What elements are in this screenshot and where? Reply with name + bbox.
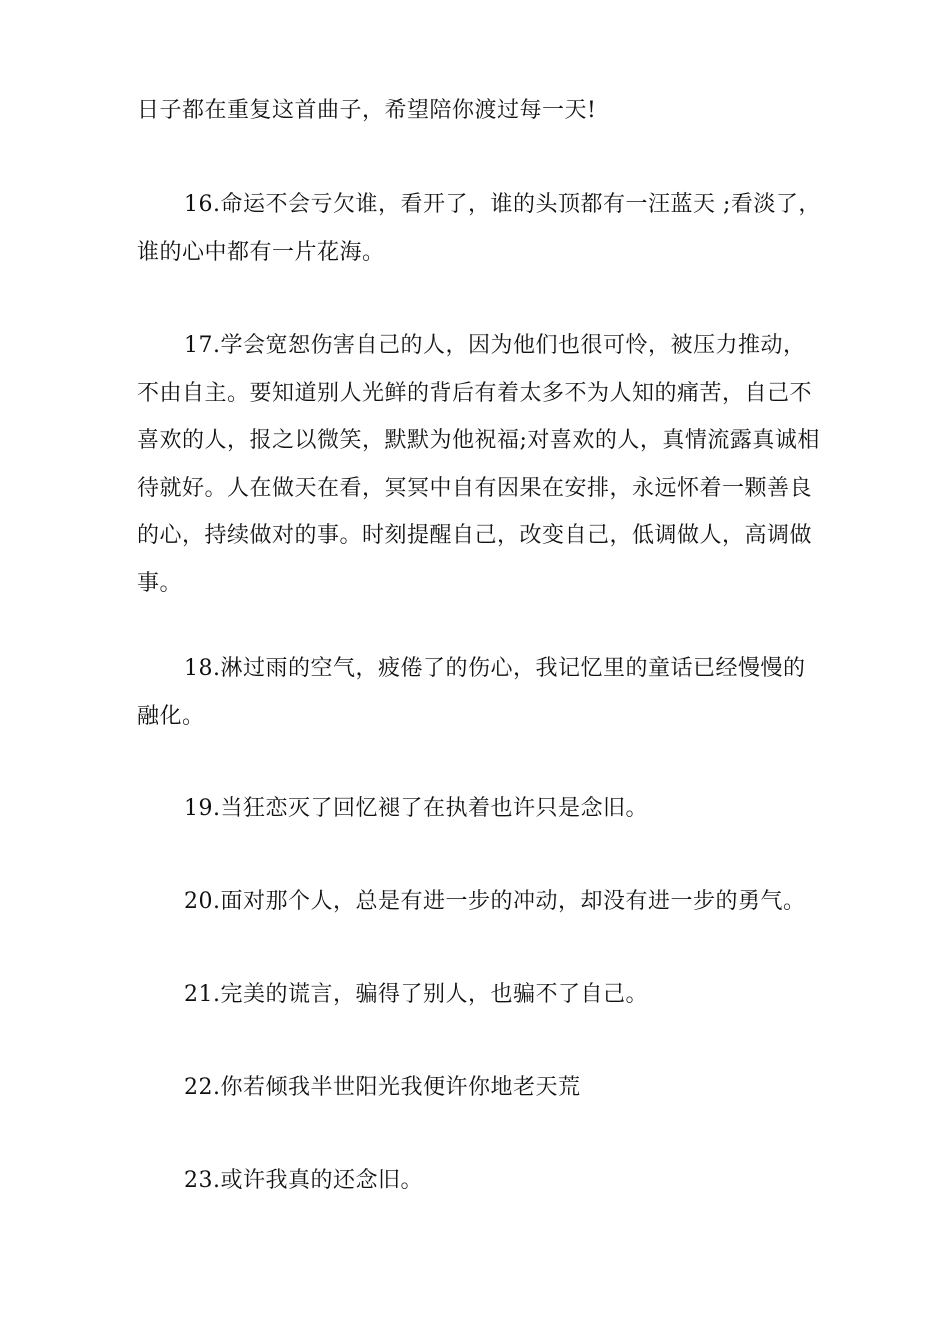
paragraph-19: 19.当狂恋灭了回忆褪了在执着也许只是念旧。	[184, 796, 648, 821]
paragraph-21: 21.完美的谎言，骗得了别人，也骗不了自己。	[184, 982, 648, 1007]
paragraph-18: 18.淋过雨的空气，疲倦了的伤心，我记忆里的童话已经慢慢的融化。	[137, 656, 806, 729]
paragraph-17: 17.学会宽恕伤害自己的人，因为他们也很可怜，被压力推动，不由自主。要知道别人光鲜的背后有着太多不为人知的痛苦，自己不喜欢的人，报之以微笑，默默为他祝福;对喜欢的人，真情流露真诚相待就好。人在做天在看，冥冥中自有因果在安排，永远怀着一颗善良的心，持续做对的事。时刻提醒自己，改变自己，低调做人，高调做事。	[137, 333, 820, 596]
paragraph-22: 22.你若倾我半世阳光我便许你地老天荒	[184, 1075, 581, 1100]
paragraph-15-continuation: 日子都在重复这首曲子，希望陪你渡过每一天!	[137, 98, 597, 123]
paragraph-20: 20.面对那个人，总是有进一步的冲动，却没有进一步的勇气。	[184, 889, 806, 914]
paragraph-23: 23.或许我真的还念旧。	[184, 1168, 423, 1193]
paragraph-16: 16.命运不会亏欠谁，看开了，谁的头顶都有一汪蓝天 ;看淡了，谁的心中都有一片花海。	[137, 192, 821, 265]
